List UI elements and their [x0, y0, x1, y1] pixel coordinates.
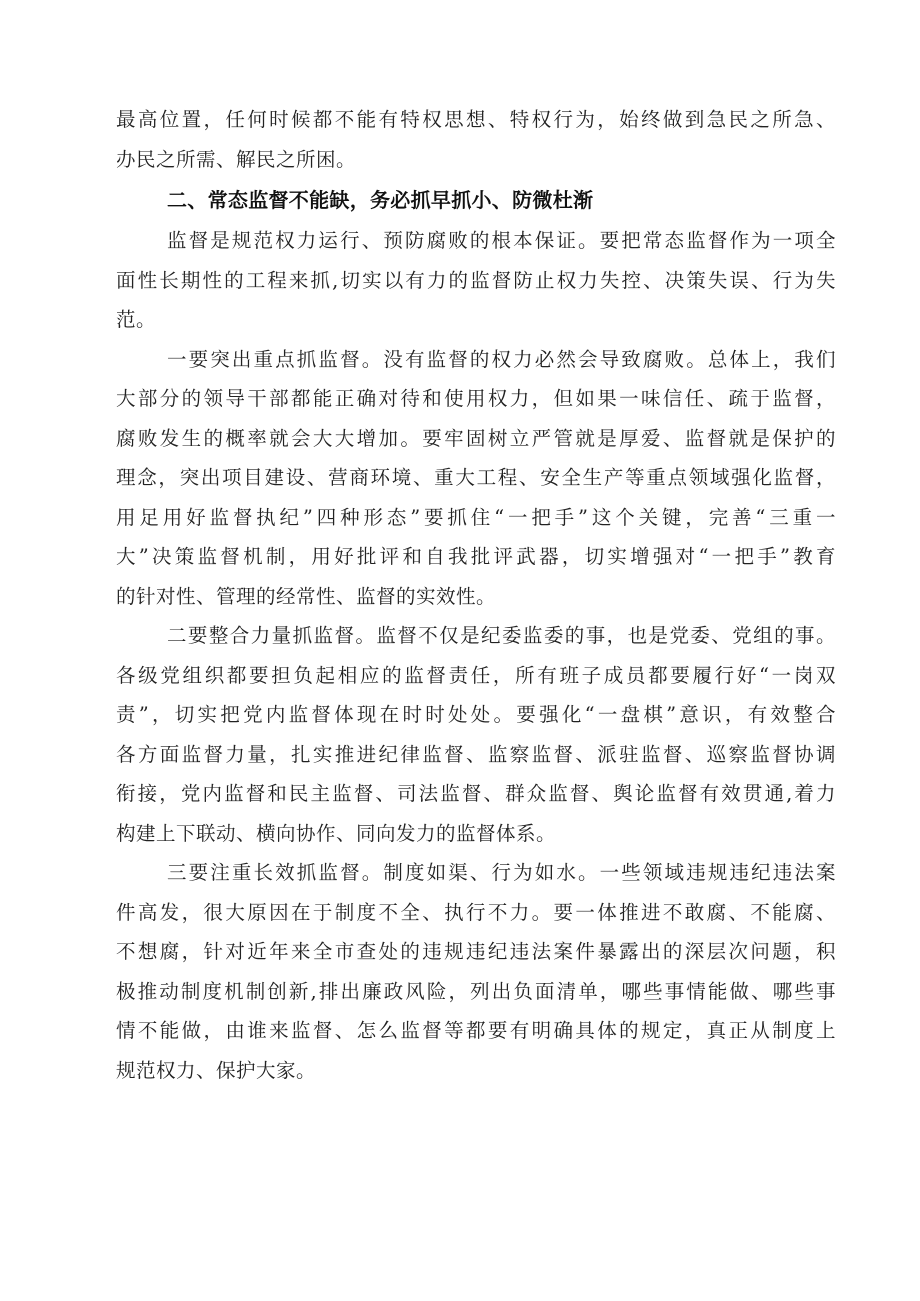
paragraph-point-three	[116, 853, 836, 1090]
text-line: 办民之所需、解民之所困。	[116, 147, 357, 171]
text-line: 三要注重长效抓监督。制度如渠、行为如水。一些领域违规违纪违法案	[167, 861, 836, 884]
section-heading: 二、常态监督不能缺，务必抓早抓小、防微杜渐	[167, 188, 594, 212]
text-line: 面性长期性的工程来抓,切实以有力的监督防止权力失控、决策失误、行为失	[116, 268, 836, 292]
text-line: 最高位置，任何时候都不能有特权思想、特权行为，始终做到急民之所急、	[116, 108, 836, 131]
text-line: 理念，突出项目建设、营商环境、重大工程、安全生产等重点领域强化监督，	[116, 466, 836, 489]
text-line: 二要整合力量抓监督。监督不仅是纪委监委的事，也是党委、党组的事。	[167, 624, 836, 647]
text-line: 腐败发生的概率就会大大增加。要牢固树立严管就是厚爱、监督就是保护的	[116, 426, 836, 450]
text-line: 件高发，很大原因在于制度不全、执行不力。要一体推进不敢腐、不能腐、	[116, 900, 836, 924]
text-line: 大”决策监督机制，用好批评和自我批评武器，切实增强对“一把手”教育	[116, 545, 836, 568]
text-line: 构建上下联动、横向协作、同向发力的监督体系。	[116, 821, 557, 845]
text-line: 各级党组织都要担负起相应的监督责任，所有班子成员都要履行好“一岗双	[116, 663, 836, 687]
text-line: 规范权力、保护大家。	[116, 1058, 317, 1082]
text-line: 一要突出重点抓监督。没有监督的权力必然会导致腐败。总体上，我们	[167, 347, 836, 371]
text-line: 情不能做，由谁来监督、怎么监督等都要有明确具体的规定，真正从制度上	[116, 1019, 836, 1042]
text-line: 各方面监督力量，扎实推进纪律监督、监察监督、派驻监督、巡察监督协调	[116, 742, 836, 766]
paragraph-intro	[116, 221, 836, 340]
text-line: 不想腐，针对近年来全市查处的违规违纪违法案件暴露出的深层次问题，积	[116, 940, 836, 963]
paragraph-point-two	[116, 616, 836, 853]
document-body	[116, 100, 836, 1090]
paragraph-point-one	[116, 340, 836, 617]
text-line: 极推动制度机制创新,排出廉政风险，列出负面清单，哪些事情能做、哪些事	[116, 979, 836, 1003]
text-line: 衔接，党内监督和民主监督、司法监督、群众监督、舆论监督有效贯通,着力	[116, 782, 836, 805]
paragraph-continued	[116, 100, 836, 179]
text-line: 范。	[116, 308, 157, 331]
text-line: 大部分的领导干部都能正确对待和使用权力，但如果一味信任、疏于监督，	[116, 387, 836, 410]
text-line: 监督是规范权力运行、预防腐败的根本保证。要把常态监督作为一项全	[167, 229, 836, 252]
text-line: 的针对性、管理的经常性、监督的实效性。	[116, 584, 497, 608]
text-line: 用足用好监督执纪”四种形态”要抓住“一把手”这个关键，完善“三重一	[116, 505, 836, 529]
text-line: 责”，切实把党内监督体现在时时处处。要强化“一盘棋”意识，有效整合	[116, 703, 836, 726]
